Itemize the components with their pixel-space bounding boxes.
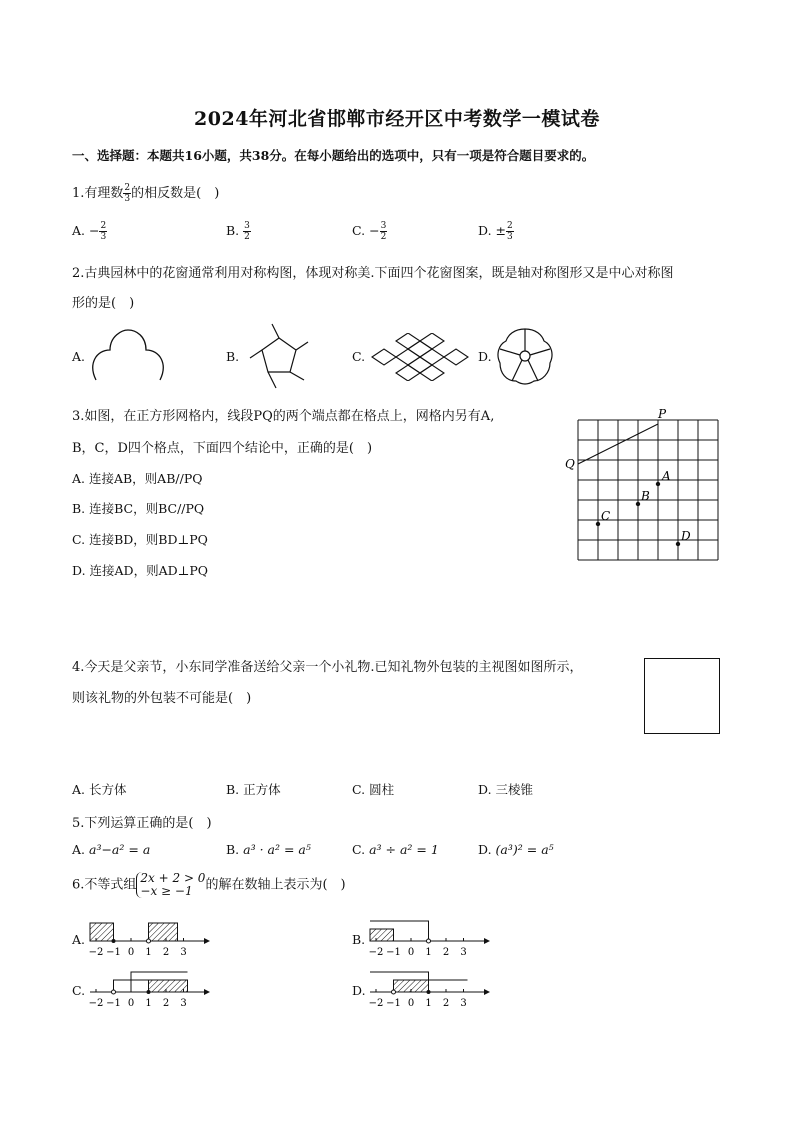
svg-text:2: 2: [442, 998, 450, 1009]
question-5-option-d[interactable]: D. (a³)² = a⁵: [478, 842, 554, 857]
question-6-label-c[interactable]: C.: [72, 983, 86, 998]
point-b: [636, 502, 640, 506]
question-3-option-b[interactable]: B. 连接BC，则BC//PQ: [72, 501, 205, 516]
section-heading: 一、选择题：本题共16小题，共38分。在每小题给出的选项中，只有一项是符合题目要求的。: [72, 148, 595, 163]
point-d: [676, 542, 680, 546]
svg-text:−1: −1: [106, 947, 121, 958]
question-3-option-d[interactable]: D. 连接AD，则AD⊥PQ: [72, 563, 209, 578]
number-line-b: [368, 914, 492, 958]
question-6-stem: 6.不等式组 2x + 2 > 0 −x ≥ −1 的解在数轴上表示为( ): [72, 871, 346, 898]
question-4-line1: 4.今天是父亲节，小东同学准备送给父亲一个小礼物.已知礼物外包装的主视图如图所示，: [72, 660, 583, 675]
svg-text:−2: −2: [88, 947, 104, 958]
svg-text:−1: −1: [386, 947, 401, 958]
question-4-option-d[interactable]: D. 三棱锥: [478, 782, 534, 797]
page-title: 2024年河北省邯郸市经开区中考数学一模试卷: [194, 108, 600, 130]
label-p: P: [658, 407, 667, 421]
question-3-line1: 3.如图，在正方形网格内，线段PQ的两个端点都在格点上，网格内另有A,: [72, 409, 495, 424]
pentagon-window-icon: [246, 322, 312, 390]
question-2-line1: 2.古典园林中的花窗通常利用对称构图，体现对称美.下面四个花窗图案，既是轴对称图形又是中心对称图: [72, 266, 674, 281]
square-grid-figure: [560, 402, 726, 568]
svg-text:1: 1: [425, 947, 432, 958]
svg-text:3: 3: [460, 947, 467, 958]
question-3-line2: B，C，D四个格点，下面四个结论中，正确的是( ): [72, 441, 373, 456]
question-6-label-b[interactable]: B.: [352, 932, 366, 947]
question-6-label-a[interactable]: A.: [72, 932, 86, 947]
question-5-stem: 5.下列运算正确的是( ): [72, 816, 212, 831]
label-a: A: [662, 469, 671, 483]
question-2-label-d[interactable]: D.: [478, 349, 492, 364]
svg-text:2: 2: [162, 947, 170, 958]
svg-text:3: 3: [460, 998, 467, 1009]
svg-text:1: 1: [145, 947, 152, 958]
label-b: B: [641, 489, 650, 503]
question-1-option-d[interactable]: D. ± $\frac{2}{3}$: [478, 221, 513, 242]
svg-text:3: 3: [180, 947, 187, 958]
question-5-option-b[interactable]: B. a³ · a² = a⁵: [226, 842, 311, 857]
diamond-lattice-window-icon: [370, 333, 470, 381]
svg-text:2: 2: [442, 947, 450, 958]
question-1-option-a[interactable]: A. − $\frac{2}{3}$: [72, 221, 107, 242]
svg-text:2: 2: [162, 998, 170, 1009]
svg-text:−1: −1: [106, 998, 121, 1009]
point-c: [596, 522, 600, 526]
svg-text:−2: −2: [368, 947, 384, 958]
question-5-option-c[interactable]: C. a³ ÷ a² = 1: [352, 842, 439, 857]
label-d: D: [681, 529, 691, 543]
question-4-option-c[interactable]: C. 圆柱: [352, 782, 395, 797]
svg-text:3: 3: [180, 998, 187, 1009]
svg-text:0: 0: [407, 947, 415, 958]
inequality-system: 2x + 2 > 0 −x ≥ −1: [136, 872, 205, 898]
question-4-option-b[interactable]: B. 正方体: [226, 782, 281, 797]
question-2-line2: 形的是( ): [72, 296, 135, 311]
svg-text:1: 1: [425, 998, 432, 1009]
question-2-label-b[interactable]: B.: [226, 349, 240, 364]
question-2-label-c[interactable]: C.: [352, 349, 366, 364]
question-4-option-a[interactable]: A. 长方体: [72, 782, 127, 797]
svg-text:1: 1: [145, 998, 152, 1009]
question-1-option-b[interactable]: B. $\frac{3}{2}$: [226, 221, 250, 242]
question-4-line2: 则该礼物的外包装不可能是( ): [72, 691, 252, 706]
number-line-d: [368, 965, 492, 1009]
question-6-label-d[interactable]: D.: [352, 983, 366, 998]
svg-text:0: 0: [127, 947, 135, 958]
question-1-stem: 1.有理数 $\frac{2}{3}$ 的相反数是( ): [72, 183, 220, 204]
question-3-option-c[interactable]: C. 连接BD，则BD⊥PQ: [72, 532, 208, 547]
flower-window-icon: [496, 327, 554, 385]
svg-text:0: 0: [407, 998, 415, 1009]
question-1-option-c[interactable]: C. − $\frac{3}{2}$: [352, 221, 387, 242]
question-5-option-a[interactable]: A. a³−a² = a: [72, 842, 151, 857]
fraction: $\frac{2}{3}$: [124, 183, 131, 204]
label-c: C: [601, 509, 611, 523]
svg-text:−1: −1: [386, 998, 401, 1009]
number-line-c: [88, 965, 212, 1009]
svg-text:−2: −2: [368, 998, 384, 1009]
front-view-square-figure: [644, 658, 720, 734]
question-2-label-a[interactable]: A.: [72, 349, 86, 364]
question-3-option-a[interactable]: A. 连接AB，则AB//PQ: [72, 471, 203, 486]
point-a: [656, 482, 660, 486]
cloud-window-icon: [90, 328, 166, 384]
svg-text:−2: −2: [88, 998, 104, 1009]
svg-text:0: 0: [127, 998, 135, 1009]
number-line-a: [88, 914, 212, 958]
label-q: Q: [565, 457, 575, 471]
